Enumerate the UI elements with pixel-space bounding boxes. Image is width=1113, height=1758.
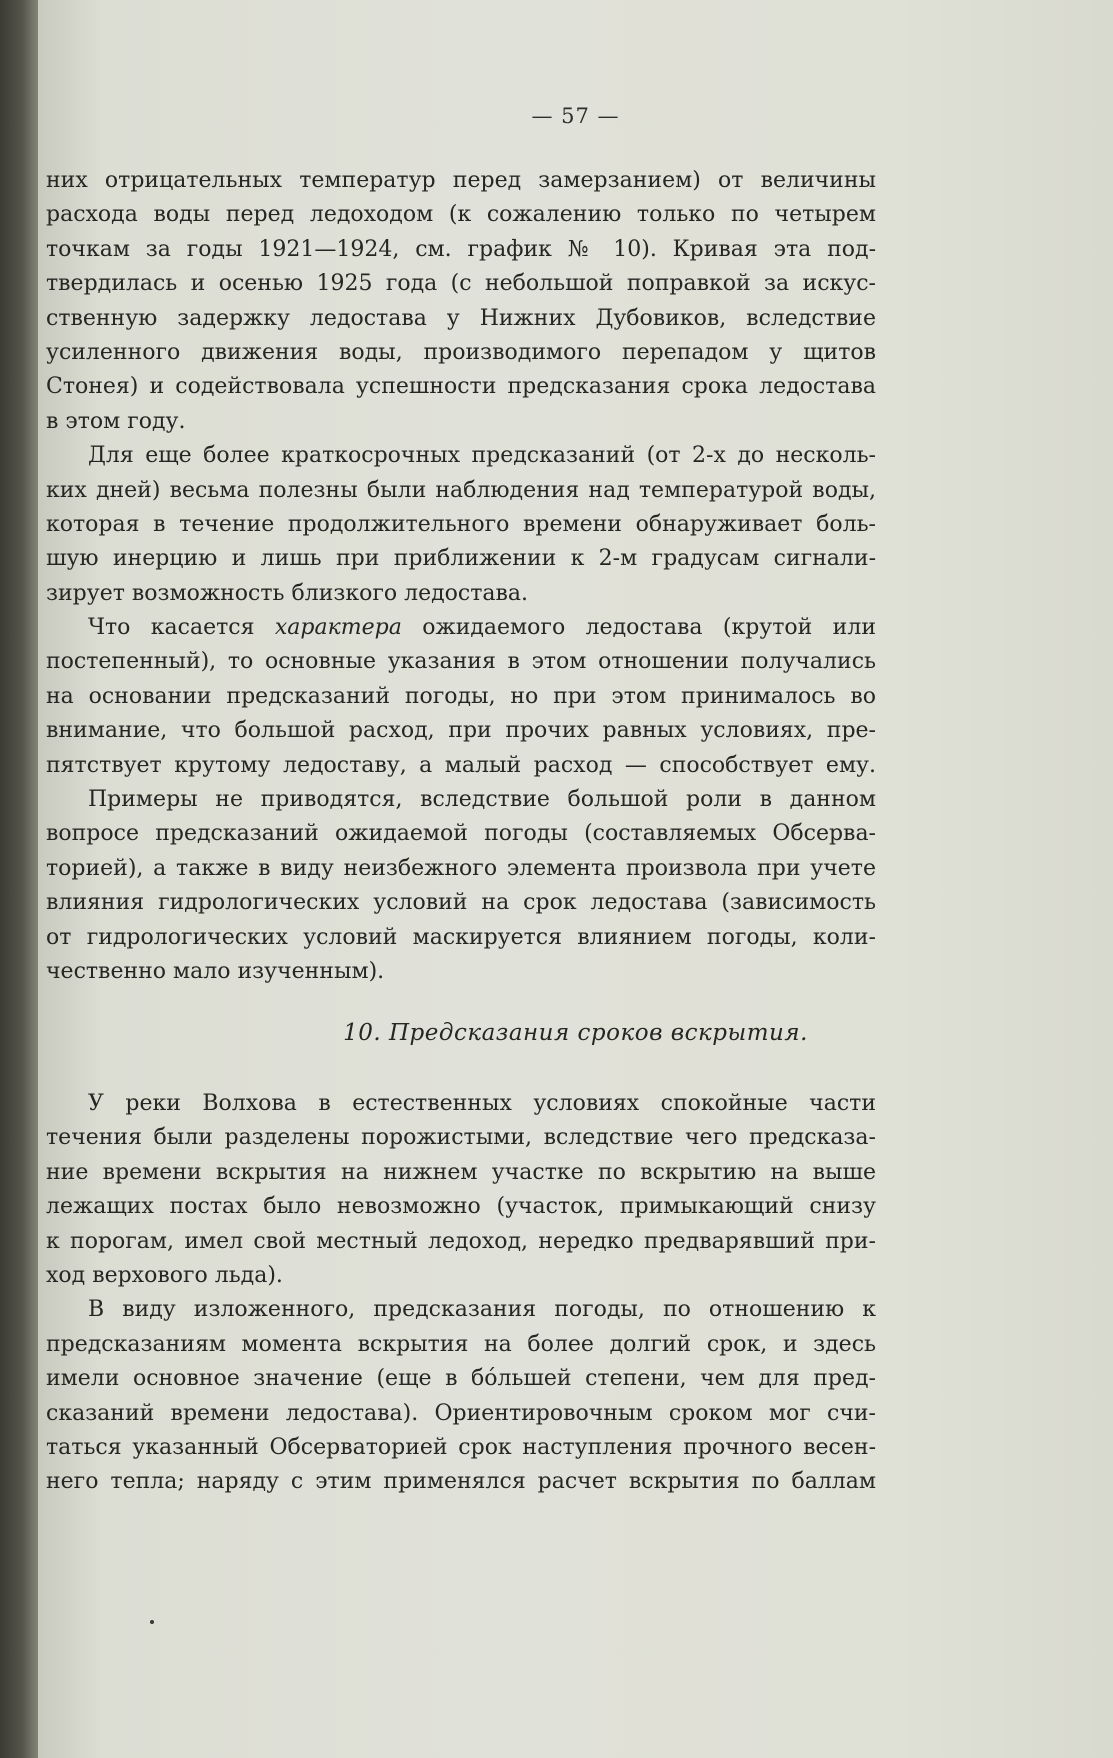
text-line: постепенный), то основные указания в этом отношении получались [46,649,876,675]
text-line: ственную задержку ледостава у Нижних Дубовиков, вследствие [46,305,876,331]
text-line: предсказаниям момента вскрытия на более долгий срок, и здесь [46,1331,876,1357]
text-line: сказаний времени ледостава). Ориентировочным сроком мог счи- [46,1400,876,1426]
text-line: У реки Волхова в естественных условиях спокойные части [88,1091,876,1116]
text-line: от гидрологических условий маскируется влиянием погоды, коли- [46,924,876,950]
text-line: усиленного движения воды, производимого перепадом у щитов [46,339,876,365]
section-heading: 10. Предсказания сроков вскрытия. [343,1020,808,1046]
text-line: Что касается характера ожидаемого ледостава (крутой или [88,615,876,641]
page-number: — 57 — [531,104,620,128]
text-line: Для еще более краткосрочных предсказаний (от 2-х до несколь- [88,443,876,469]
text-line: Примеры не приводятся, вследствие большой роли в данном [88,787,876,813]
text-line: вопросе предсказаний ожидаемой погоды (составляемых Обсерва- [46,821,876,847]
text-line: точкам за годы 1921—1924, см. график № 10). Кривая эта под- [46,236,876,262]
text-line: ких дней) весьма полезны были наблюдения над температурой воды, [46,477,876,503]
text-line: него тепла; наряду с этим применялся расчет вскрытия по баллам [46,1469,876,1495]
text-line: твердилась и осенью 1925 года (с небольшой поправкой за искус- [46,271,876,297]
text-line: В виду изложенного, предсказания погоды, по отношению к [88,1297,876,1323]
text-block-top [46,164,876,989]
text-line: внимание, что большой расход, при прочих равных условиях, пре- [46,718,876,744]
text-line: них отрицательных температур перед замерзанием) от величины [46,168,876,193]
text-line: расхода воды перед ледоходом (к сожалению только по четырем [46,202,876,228]
text-line: таться указанный Обсерваторией срок наступления прочного весен- [46,1434,876,1460]
text-line: на основании предсказаний погоды, но при этом принималось во [46,683,876,709]
paper-speck [150,1620,154,1624]
book-page [38,0,1113,1758]
text-line: пятствует крутому ледоставу, а малый расход — способствует ему. [46,752,876,778]
text-line: зирует возможность близкого ледостава. [46,580,529,606]
text-line: имели основное значение (еще в бóльшей степени, чем для пред- [46,1366,876,1392]
text-line: ние времени вскрытия на нижнем участке по вскрытию на выше [46,1159,876,1185]
text-line: к порогам, имел свой местный ледоход, нередко предварявший при- [46,1228,876,1254]
text-line: ход верхового льда). [46,1262,283,1288]
text-line: лежащих постах было невозможно (участок, примыкающий снизу [46,1194,876,1220]
text-line: которая в течение продолжительного времени обнаруживает боль- [46,511,876,537]
text-line: влияния гидрологических условий на срок ледостава (зависимость [46,890,876,916]
text-line: чественно мало изученным). [46,958,385,984]
text-line: Стонея) и содействовала успешности предсказания срока ледостава [46,374,876,400]
text-line: в этом году. [46,408,186,434]
text-line: шую инерцию и лишь при приближении к 2-м градусам сигнали- [46,546,876,572]
text-line: течения были разделены порожистыми, вследствие чего предсказа- [46,1125,876,1151]
book-binding-edge [0,0,40,1758]
emphasis-word: характера [274,615,402,641]
text-block-bottom [46,1087,876,1500]
text-line: торией), а также в виду неизбежного элемента произвола при учете [46,855,876,881]
